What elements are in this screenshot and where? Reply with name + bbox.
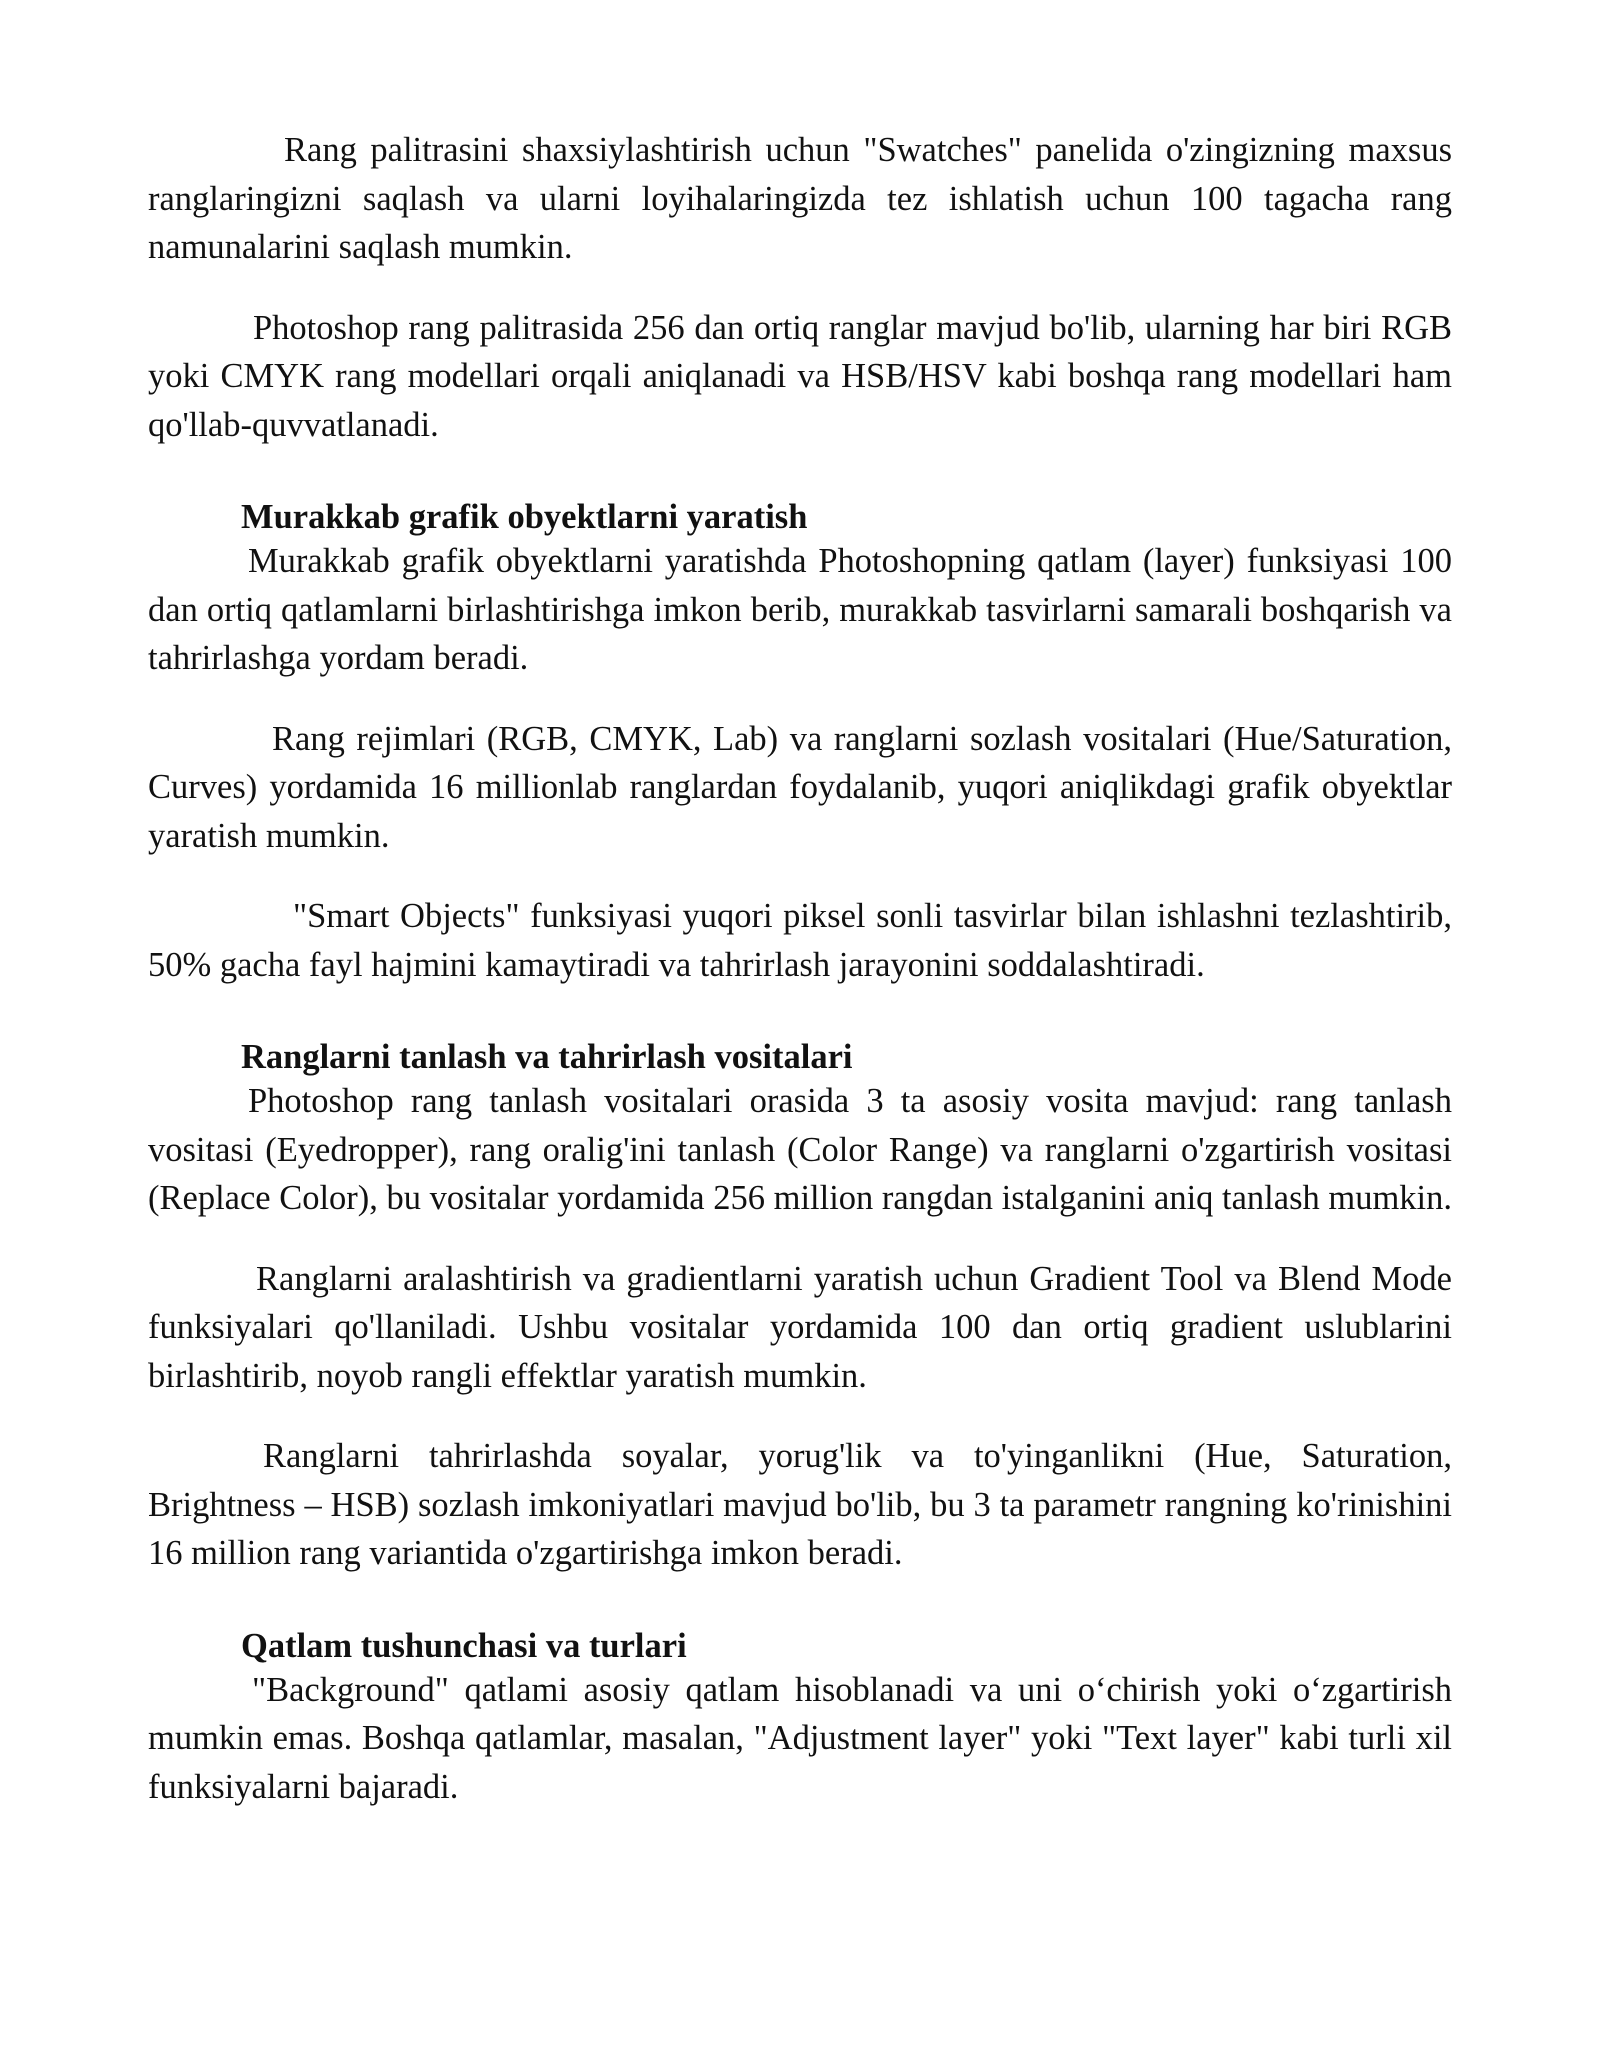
heading-complex-objects: Murakkab grafik obyektlarni yaratish xyxy=(241,498,808,536)
heading-layer-types: Qatlam tushunchasi va turlari xyxy=(241,1626,687,1665)
paragraph-gradients: Ranglarni aralashtirish va gradientlarni yaratish uchun Gradient Tool va Blend Mode funksiyalari qo'llaniladi. Ushbu vositalar yordamida 100 dan ortiq gradient uslublarini birlashtirib, noyob rangli effektlar yaratish mumkin. xyxy=(148,1259,1452,1395)
paragraph-hsb: Ranglarni tahrirlashda soyalar, yorug'lik va to'yinganlikni (Hue, Saturation, Brightness – HSB) sozlash imkoniyatlari mavjud bo'lib, bu 3 ta parametr rangning ko'rinishini 16 million rang variantida o'zgartirishga imkon beradi. xyxy=(148,1437,1452,1572)
paragraph-background-layer: "Background" qatlami asosiy qatlam hisoblanadi va uni oʻchirish yoki oʻzgartirish mumkin emas. Boshqa qatlamlar, masalan, "Adjustment layer" yoki "Text layer" kabi turli xil funksiyalarni bajaradi. xyxy=(148,1670,1452,1806)
paragraph-layers-function: Murakkab grafik obyektlarni yaratishda Photoshopning qatlam (layer) funksiyasi 100 dan ortiq qatlamlarni birlashtirishga imkon berib, murakkab tasvirlarni samarali boshqarish va tahrirlashga yordam beradi. xyxy=(148,542,1452,677)
paragraph-color-modes: Rang rejimlari (RGB, CMYK, Lab) va ranglarni sozlash vositalari (Hue/Saturation, Curves) yordamida 16 millionlab ranglardan foydalanib, yuqori aniqlikdagi grafik obyektlar yaratish mumkin. xyxy=(148,719,1452,855)
heading-color-tools: Ranglarni tanlash va tahrirlash vositalari xyxy=(241,1038,853,1076)
paragraph-swatches: Rang palitrasini shaxsiylashtirish uchun "Swatches" panelida o'zingizning maxsus ranglaringizni saqlash va ularni loyihalaringizda tez ishlatish uchun 100 tagacha rang namunalarini saqlash mumkin. xyxy=(148,131,1452,266)
paragraph-smart-objects: "Smart Objects" funksiyasi yuqori piksel sonli tasvirlar bilan ishlashni tezlashtirib, 50% gacha fayl hajmini kamaytiradi va tahrirlash jarayonini soddalashtiradi. xyxy=(148,897,1452,984)
document-page xyxy=(148,126,1452,1811)
paragraph-selection-tools: Photoshop rang tanlash vositalari orasida 3 ta asosiy vosita mavjud: rang tanlash vositasi (Eyedropper), rang oralig'ini tanlash (Color Range) va ranglarni o'zgartirish vositasi (Replace Color), bu vositalar yordamida 256 million rangdan istalganini aniq tanlash mumkin. xyxy=(148,1082,1453,1217)
paragraph-color-palette: Photoshop rang palitrasida 256 dan ortiq ranglar mavjud bo'lib, ularning har biri RGB yoki CMYK rang modellari orqali aniqlanadi va HSB/HSV kabi boshqa rang modellari ham qo'llab-quvvatlanadi. xyxy=(148,308,1452,444)
